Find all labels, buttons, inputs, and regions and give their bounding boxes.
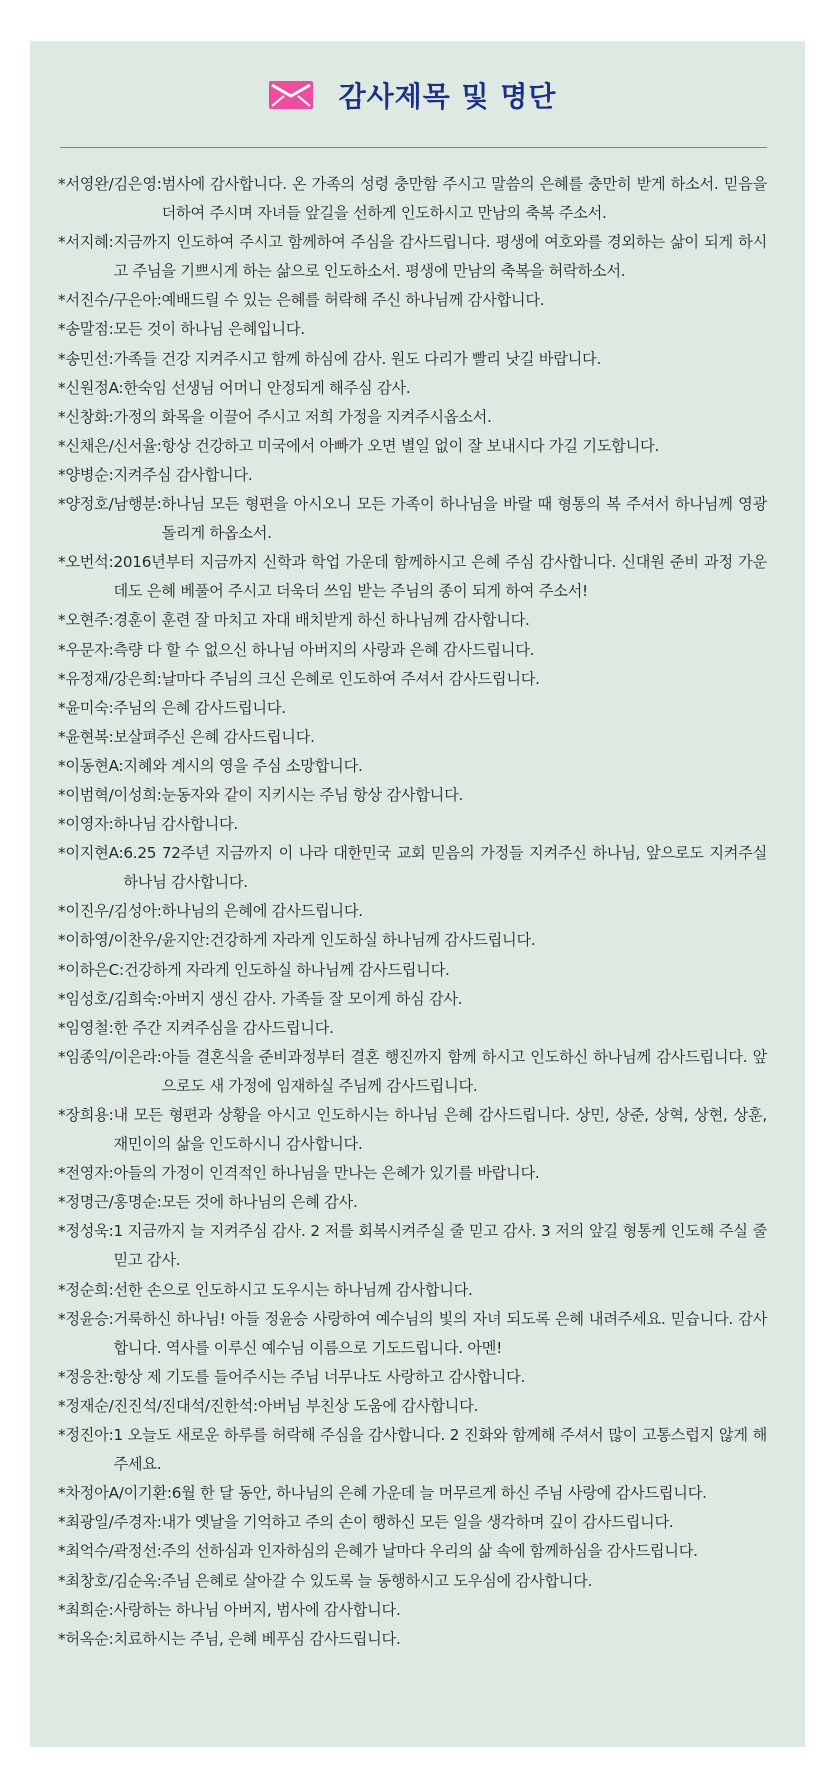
prayer-entry	[58, 694, 767, 723]
prayer-entry	[58, 461, 767, 490]
entry-name: *허옥순:	[58, 1629, 114, 1648]
prayer-entry	[58, 490, 767, 548]
prayer-entry	[58, 1014, 767, 1043]
entry-name: *정진아:	[58, 1426, 114, 1445]
entry-name: *신창화:	[58, 407, 114, 426]
entry-name: *우문자:	[58, 640, 114, 659]
prayer-entry	[58, 1043, 767, 1101]
prayer-entry	[58, 606, 767, 635]
entry-message: 하나님의 은혜에 감사드립니다.	[161, 902, 363, 921]
prayer-entry	[58, 1188, 767, 1217]
entry-name: *정성욱:	[58, 1222, 114, 1241]
entry-message: 6월 한 달 동안, 하나님의 은혜 가운데 늘 머무르게 하신 주님 사랑에 감사드립니다.	[171, 1484, 707, 1503]
prayer-entry	[58, 1537, 767, 1566]
entry-message: 날마다 주님의 크신 은혜로 인도하여 주셔서 감사드립니다.	[161, 669, 540, 688]
entry-name: *송말점:	[58, 320, 114, 339]
entry-message: 지켜주심 감사합니다.	[113, 465, 253, 484]
entry-name: *신채은/신서율:	[58, 436, 162, 455]
prayer-entry	[58, 1305, 767, 1363]
entry-message: 6.25 72주년 지금까지 이 나라 대한민국 교회 믿음의 가정들 지켜주신 하나님, 앞으로도 지켜주실 하나님 감사합니다.	[123, 844, 767, 892]
prayer-list-panel	[30, 41, 805, 1747]
prayer-entry	[58, 781, 767, 810]
prayer-entry	[58, 1567, 767, 1596]
prayer-entry	[58, 228, 767, 286]
entry-name: *이지현A:	[58, 844, 124, 863]
prayer-entry	[58, 170, 767, 228]
entry-message: 사랑하는 하나님 아버지, 범사에 감사합니다.	[113, 1600, 401, 1619]
header-divider	[60, 147, 767, 148]
entry-message: 한 주간 지켜주심을 감사드립니다.	[113, 1018, 334, 1037]
prayer-entry	[58, 810, 767, 839]
entry-name: *이하은C:	[58, 960, 124, 979]
prayer-entry	[58, 752, 767, 781]
entry-name: *양정호/남행분:	[58, 495, 162, 514]
entry-name: *오현주:	[58, 611, 114, 630]
entry-name: *서지혜:	[58, 233, 114, 252]
prayer-entry	[58, 636, 767, 665]
entry-message: 거룩하신 하나님! 아들 정윤승 사랑하여 예수님의 빛의 자녀 되도록 은혜 내려주세요. 믿습니다. 감사합니다. 역사를 이루신 예수님 이름으로 기도드립니다. 아멘!	[113, 1309, 767, 1357]
prayer-entry	[58, 926, 767, 955]
entry-name: *유정재/강은희:	[58, 669, 162, 688]
entry-name: *이범혁/이성희:	[58, 785, 162, 804]
entry-message: 가정의 화목을 이끌어 주시고 저희 가정을 지켜주시옵소서.	[113, 407, 492, 426]
entry-message: 1 오늘도 새로운 하루를 허락해 주심을 감사합니다. 2 진화와 함께해 주셔서 많이 고통스럽지 않게 해주세요.	[113, 1426, 767, 1474]
prayer-entry	[58, 1392, 767, 1421]
entry-name: *양병순:	[58, 465, 114, 484]
entry-name: *이진우/김성아:	[58, 902, 162, 921]
entry-message: 내가 옛날을 기억하고 주의 손이 행하신 모든 일을 생각하며 깊이 감사드립니다.	[161, 1513, 674, 1532]
entry-message: 아버지 생신 감사. 가족들 잘 모이게 하심 감사.	[161, 989, 463, 1008]
entry-message: 지혜와 계시의 영을 주심 소망합니다.	[123, 756, 363, 775]
entry-name: *정순희:	[58, 1280, 114, 1299]
prayer-entry	[58, 1596, 767, 1625]
entry-name: *이동현A:	[58, 756, 124, 775]
entry-name: *서영완/김은영:	[58, 175, 162, 193]
prayer-entry-list	[58, 170, 767, 1654]
prayer-entry	[58, 315, 767, 344]
prayer-entry	[58, 1421, 767, 1479]
entry-name: *차정아A/이기환:	[58, 1484, 172, 1503]
prayer-entry	[58, 1363, 767, 1392]
entry-message: 경훈이 훈련 잘 마치고 자대 배치받게 하신 하나님께 감사합니다.	[113, 611, 530, 630]
entry-message: 아들의 가정이 인격적인 하나님을 만나는 은혜가 있기를 바랍니다.	[113, 1164, 540, 1183]
prayer-entry	[58, 432, 767, 461]
entry-name: *최광일/주경자:	[58, 1513, 162, 1532]
prayer-entry	[58, 1217, 767, 1275]
entry-name: *임영철:	[58, 1018, 114, 1037]
entry-message: 모든 것이 하나님 은혜입니다.	[113, 320, 305, 339]
entry-name: *전영자:	[58, 1164, 114, 1183]
prayer-entry	[58, 345, 767, 374]
entry-name: *최희순:	[58, 1600, 114, 1619]
entry-message: 2016년부터 지금까지 신학과 학업 가운데 함께하시고 은혜 주심 감사합니다. 신대원 준비 과정 가운데도 은혜 베풀어 주시고 더욱더 쓰임 받는 주님의 종이 되게 하여 주소서!	[113, 553, 767, 601]
entry-name: *윤미숙:	[58, 698, 114, 717]
entry-message: 모든 것에 하나님의 은혜 감사.	[161, 1193, 358, 1212]
entry-message: 보살펴주신 은혜 감사드립니다.	[113, 727, 315, 746]
entry-message: 아들 결혼식을 준비과정부터 결혼 행진까지 함께 하시고 인도하신 하나님께 감사드립니다. 앞으로도 새 가정에 임재하실 주님께 감사드립니다.	[161, 1047, 767, 1095]
entry-name: *정응찬:	[58, 1367, 114, 1386]
entry-message: 주의 선하심과 인자하심의 은혜가 날마다 우리의 삶 속에 함께하심을 감사드립니다.	[161, 1542, 698, 1561]
entry-message: 내 모든 형편과 상황을 아시고 인도하시는 하나님 은혜 감사드립니다. 상민, 상준, 상혁, 상현, 상훈, 재민이의 삶을 인도하시니 감사합니다.	[113, 1106, 767, 1154]
entry-message: 가족들 건강 지켜주시고 함께 하심에 감사. 원도 다리가 빨리 낫길 바랍니다.	[113, 349, 602, 368]
prayer-entry	[58, 1625, 767, 1654]
entry-message: 하나님 감사합니다.	[113, 815, 239, 834]
prayer-entry	[58, 1276, 767, 1305]
entry-message: 하나님 모든 형편을 아시오니 모든 가족이 하나님을 바랄 때 형통의 복 주셔서 하나님께 영광 돌리게 하옵소서.	[161, 495, 767, 543]
entry-name: *신원정A:	[58, 378, 124, 397]
prayer-entry	[58, 985, 767, 1014]
page-title: 감사제목 및 명단	[338, 80, 557, 113]
envelope-icon	[269, 81, 313, 109]
prayer-entry	[58, 403, 767, 432]
prayer-entry	[58, 956, 767, 985]
entry-message: 주님의 은혜 감사드립니다.	[113, 698, 286, 717]
entry-name: *정명근/홍명순:	[58, 1193, 162, 1212]
prayer-entry	[58, 723, 767, 752]
entry-name: *정재순/진진석/진대석/진한석:	[58, 1396, 258, 1415]
entry-name: *서진수/구은아:	[58, 291, 162, 310]
prayer-entry	[58, 839, 767, 897]
entry-message: 주님 은혜로 살아갈 수 있도록 늘 동행하시고 도우심에 감사합니다.	[161, 1571, 593, 1590]
entry-message: 건강하게 자라게 인도하실 하나님께 감사드립니다.	[123, 960, 450, 979]
prayer-entry	[58, 286, 767, 315]
entry-name: *이영자:	[58, 815, 114, 834]
prayer-entry	[58, 548, 767, 606]
prayer-entry	[58, 1101, 767, 1159]
entry-message: 항상 건강하고 미국에서 아빠가 오면 별일 없이 잘 보내시다 가길 기도합니다.	[161, 436, 660, 455]
prayer-entry	[58, 665, 767, 694]
entry-name: *임성호/김희숙:	[58, 989, 162, 1008]
entry-message: 치료하시는 주님, 은혜 베푸심 감사드립니다.	[113, 1629, 401, 1648]
entry-message: 예배드릴 수 있는 은혜를 허락해 주신 하나님께 감사합니다.	[161, 291, 545, 310]
entry-message: 건강하게 자라게 인도하실 하나님께 감사드립니다.	[209, 931, 536, 950]
prayer-entry	[58, 374, 767, 403]
entry-message: 범사에 감사합니다. 온 가족의 성령 충만함 주시고 말씀의 은혜를 충만히 받게 하소서. 믿음을 더하여 주시며 자녀들 앞길을 선하게 인도하시고 만남의 축복 주소서.	[161, 175, 767, 223]
entry-message: 항상 제 기도를 들어주시는 주님 너무나도 사랑하고 감사합니다.	[113, 1367, 526, 1386]
entry-message: 눈동자와 같이 지키시는 주님 항상 감사합니다.	[161, 785, 464, 804]
prayer-entry	[58, 1508, 767, 1537]
entry-message: 1 지금까지 늘 지켜주심 감사. 2 저를 회복시켜주실 줄 믿고 감사. 3 저의 앞길 형통케 인도해 주실 줄 믿고 감사.	[113, 1222, 767, 1270]
prayer-entry	[58, 897, 767, 926]
entry-message: 측량 다 할 수 없으신 하나님 아버지의 사랑과 은혜 감사드립니다.	[113, 640, 535, 659]
entry-name: *최억수/곽정선:	[58, 1542, 162, 1561]
entry-name: *오번석:	[58, 553, 114, 572]
entry-name: *최창호/김순옥:	[58, 1571, 162, 1590]
entry-message: 아버님 부친상 도움에 감사합니다.	[257, 1396, 479, 1415]
section-header	[58, 41, 767, 147]
entry-name: *이하영/이찬우/윤지안:	[58, 931, 210, 950]
entry-message: 한숙임 선생님 어머니 안정되게 해주심 감사.	[123, 378, 411, 397]
entry-name: *임종익/이은라:	[58, 1047, 162, 1066]
entry-name: *정윤승:	[58, 1309, 114, 1328]
entry-name: *장희용:	[58, 1106, 114, 1124]
entry-message: 선한 손으로 인도하시고 도우시는 하나님께 감사합니다.	[113, 1280, 473, 1299]
prayer-entry	[58, 1479, 767, 1508]
entry-name: *송민선:	[58, 349, 114, 368]
entry-message: 지금까지 인도하여 주시고 함께하여 주심을 감사드립니다. 평생에 여호와를 경외하는 삶이 되게 하시고 주님을 기쁘시게 하는 삶으로 인도하소서. 평생에 만남의 축복을 허락하소서.	[113, 233, 767, 281]
prayer-entry	[58, 1159, 767, 1188]
entry-name: *윤현복:	[58, 727, 114, 746]
